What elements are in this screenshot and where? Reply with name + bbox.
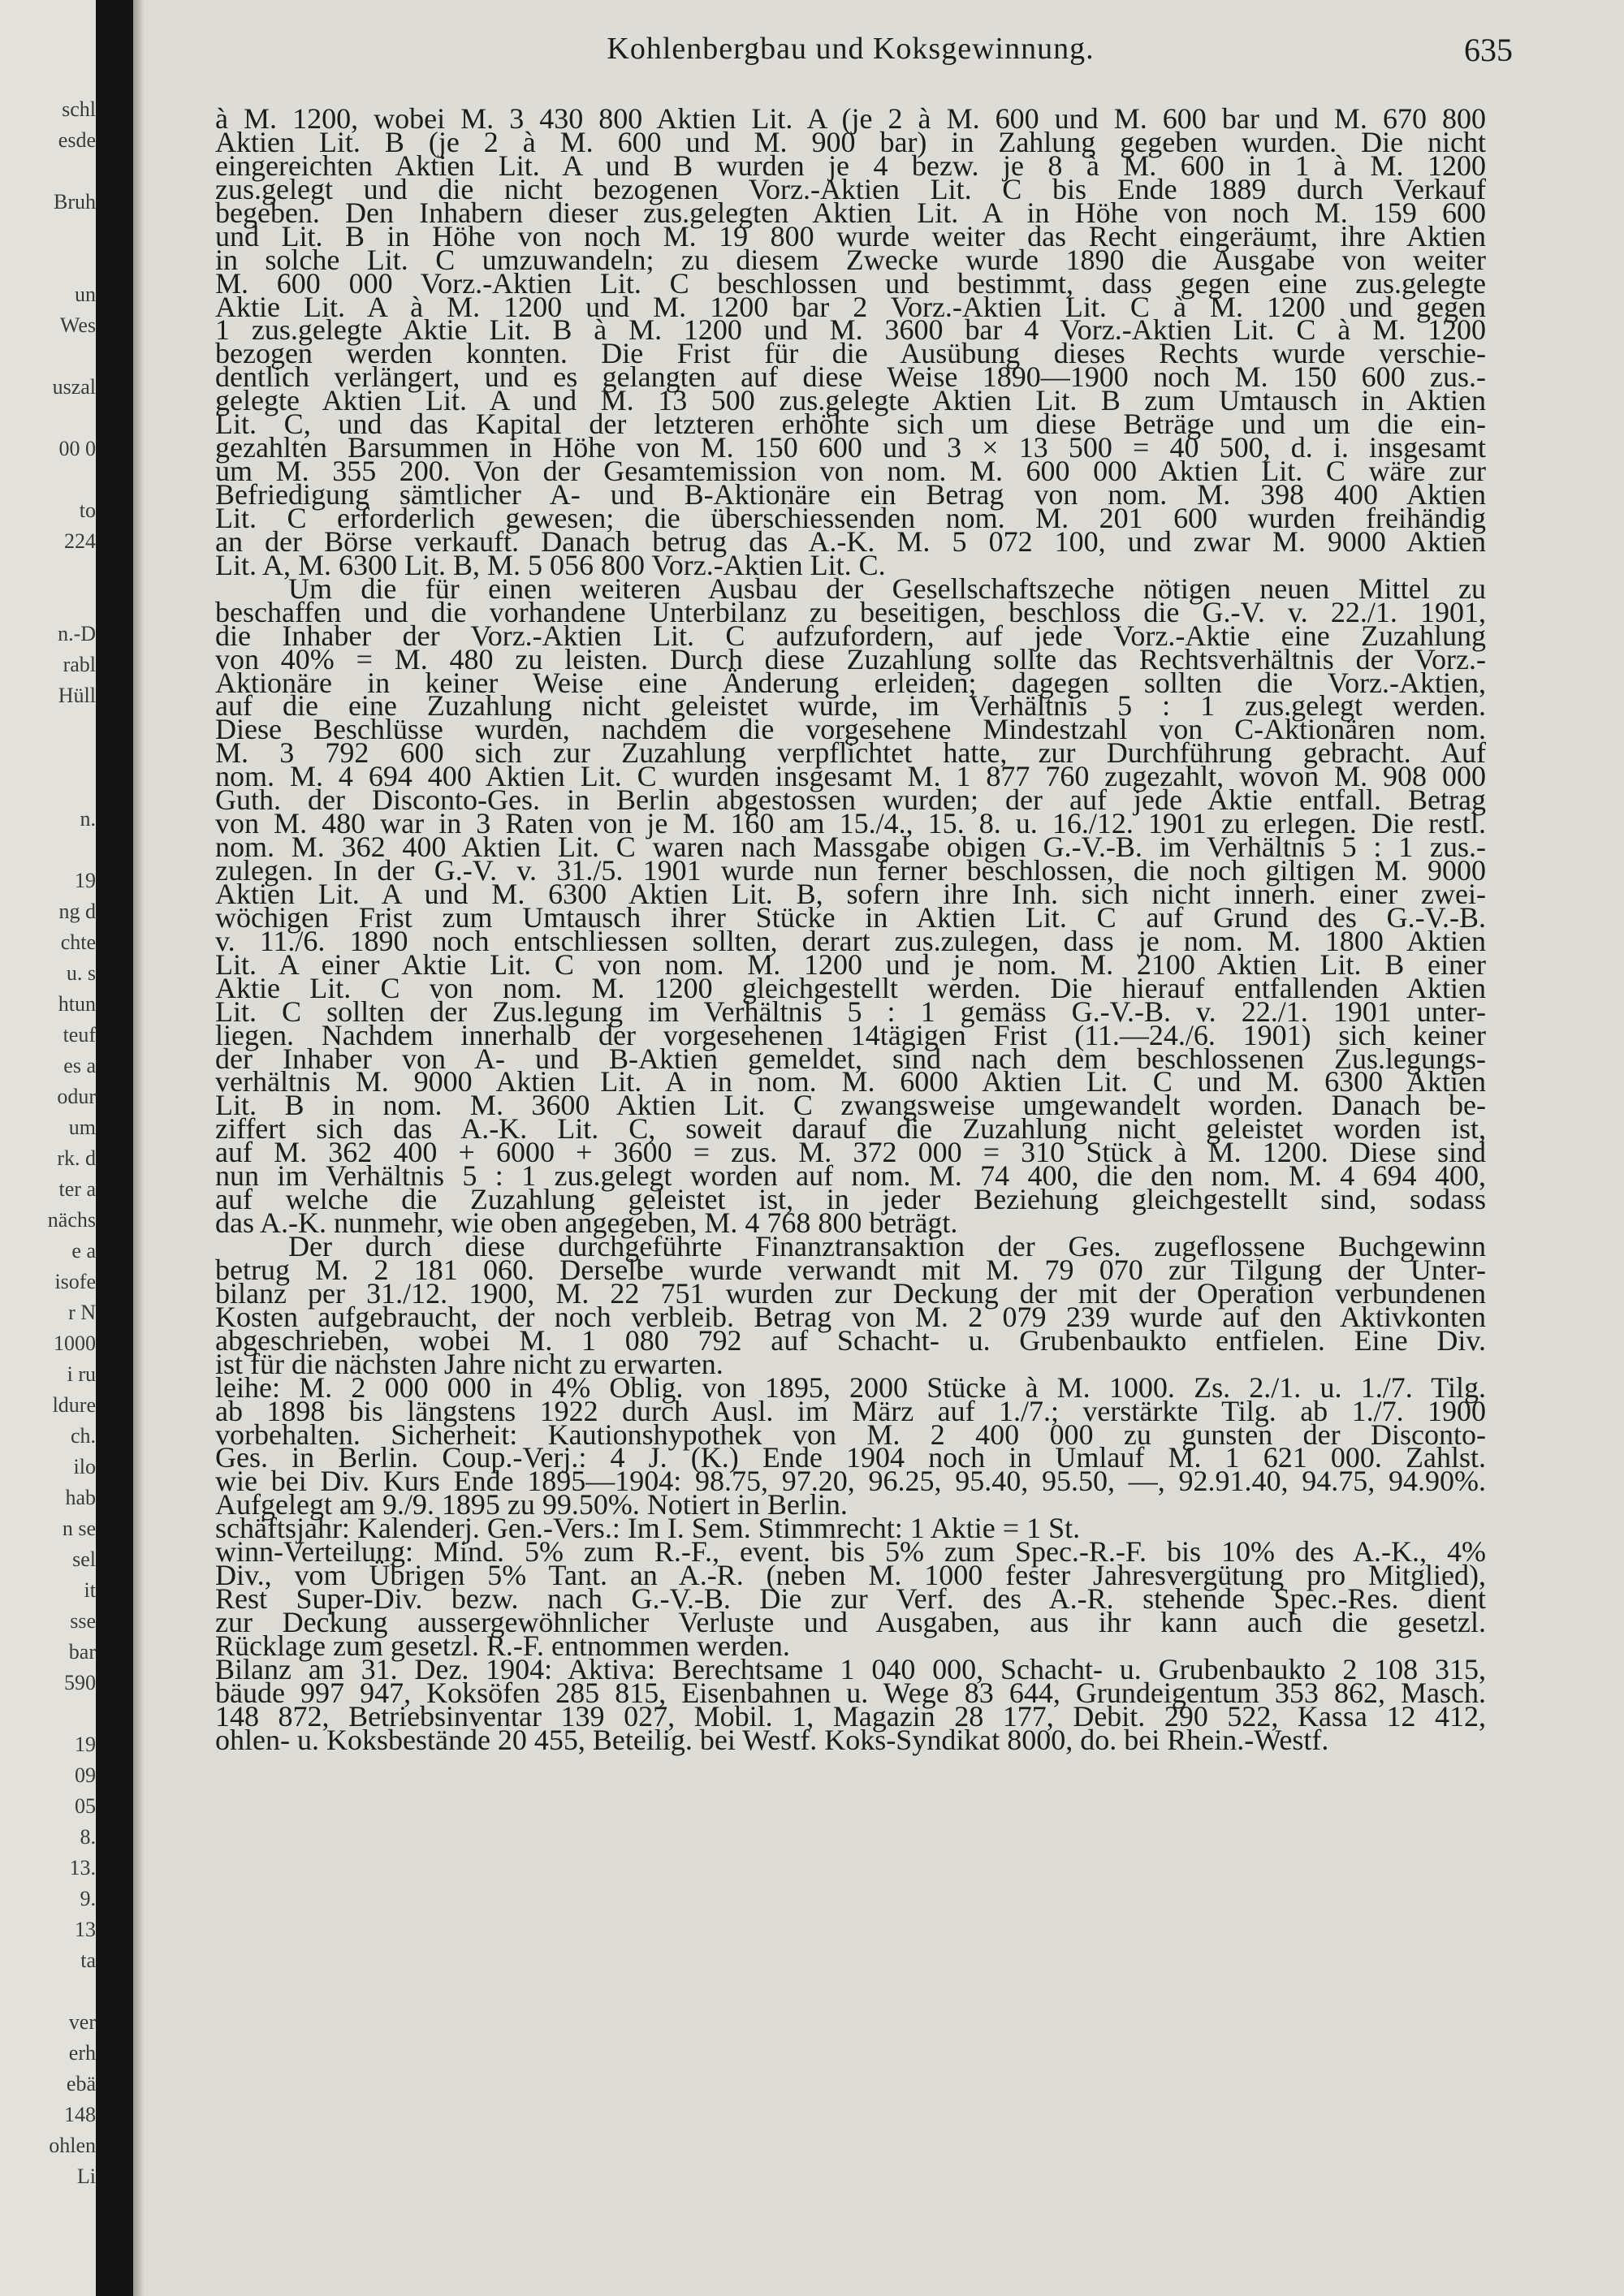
fragment-line: ta bbox=[80, 1949, 96, 1972]
text-line: nun im Verhältnis 5 : 1 zus.gelegt worden auf nom. M. 74 400, die den nom. M. 4 694 400, bbox=[215, 1159, 1486, 1193]
fragment-line: um bbox=[68, 1116, 96, 1139]
text-line: Lit. C sollten der Zus.legung im Verhältnis 5 : 1 gemäss G.-V.-B. v. 22./1. 1901 unter- bbox=[215, 995, 1486, 1028]
fragment-line: 19 bbox=[75, 1733, 96, 1756]
fragment-line: nächs bbox=[47, 1208, 96, 1232]
text-line: Lit. A einer Aktie Lit. C von nom. M. 1200 und je nom. M. 2100 Aktien Lit. B einer bbox=[215, 947, 1486, 981]
text-line: das A.-K. nunmehr, wie oben angegeben, M. 4 768 800 beträgt. bbox=[215, 1206, 958, 1240]
text-line: und Lit. B in Höhe von noch M. 19 800 wurde weiter das Recht eingeräumt, ihre Aktien bbox=[215, 219, 1486, 252]
text-line: zus.gelegt und die nicht bezogenen Vorz.-Aktien Lit. C bis Ende 1889 durch Verkauf bbox=[215, 172, 1486, 205]
fragment-line: ohlen bbox=[49, 2134, 96, 2157]
fragment-line: schl bbox=[62, 97, 96, 121]
fragment-line: chte bbox=[60, 930, 96, 954]
fragment-line: 13. bbox=[69, 1856, 96, 1880]
fragment-line: 8. bbox=[80, 1825, 96, 1849]
text-line: ohlen- u. Koksbestände 20 455, Beteilig. bei Westf. Koks-Syndikat 8000, do. bei Rhein.-Westf. bbox=[215, 1723, 1329, 1756]
running-title: Kohlenbergbau und Koksgewinnung. bbox=[607, 32, 1095, 66]
text-line: Aktie Lit. C von nom. M. 1200 gleichgestellt werden. Die hierauf entfallenden Aktien bbox=[215, 971, 1486, 1004]
text-line: Aktie Lit. A à M. 1200 und M. 1200 bar 2 Vorz.-Aktien Lit. C à M. 1200 und gegen bbox=[215, 290, 1486, 323]
text-line: wie bei Div. Kurs Ende 1895—1904: 98.75, 97.20, 96.25, 95.40, 95.50, —, 92.91.40, 94.75, 94.90%. bbox=[215, 1465, 1486, 1498]
fragment-line: r N bbox=[68, 1301, 96, 1324]
fragment-line: to bbox=[79, 498, 96, 522]
text-line: liegen. Nachdem innerhalb der vorgesehenen 14tägigen Frist (11.—24./6. 1901) sich keiner bbox=[215, 1018, 1486, 1051]
fragment-line: 590 bbox=[64, 1671, 96, 1694]
gutter-shadow bbox=[133, 0, 145, 2296]
text-line: winn-Verteilung: Mind. 5% zum R.-F., event. bis 5% zum Spec.-R.-F. bis 10% des A.-K., 4% bbox=[215, 1535, 1486, 1569]
fragment-line: n se bbox=[62, 1517, 96, 1540]
text-line: Bilanz am 31. Dez. 1904: Aktiva: Berechtsame 1 040 000, Schacht- u. Grubenbaukto 2 108 315, bbox=[215, 1652, 1486, 1685]
text-line: bäude 997 947, Koksöfen 285 815, Eisenbahnen u. Wege 83 644, Grundeigentum 353 862, Masch. bbox=[215, 1676, 1486, 1709]
fragment-line: 1000 bbox=[54, 1331, 96, 1355]
text-line: à M. 1200, wobei M. 3 430 800 Aktien Lit. A (je 2 à M. 600 und M. 600 bar und M. 670 800 bbox=[215, 102, 1486, 135]
text-line: die Inhaber der Vorz.-Aktien Lit. C aufzufordern, auf jede Vorz.-Aktie eine Zuzahlung bbox=[215, 619, 1486, 652]
text-line: dentlich verlängert, und es gelangten auf diese Weise 1890—1900 noch M. 150 600 zus.- bbox=[215, 360, 1486, 394]
fragment-line: n.-D bbox=[58, 622, 96, 645]
text-line: um M. 355 200. Von der Gesamtemission von nom. M. 600 000 Aktien Lit. C wäre zur bbox=[215, 455, 1486, 488]
fragment-line: Hüll bbox=[58, 684, 96, 707]
fragment-line: Bruh bbox=[54, 190, 96, 214]
fragment-line: Wes bbox=[59, 313, 96, 337]
text-line: schäftsjahr: Kalenderj. Gen.-Vers.: Im I. Sem. Stimmrecht: 1 Aktie = 1 St. bbox=[215, 1512, 1081, 1545]
text-line: in solche Lit. C umzuwandeln; zu diesem Zwecke wurde 1890 die Ausgabe von weiter bbox=[215, 243, 1486, 276]
fragment-line: esde bbox=[58, 128, 96, 152]
fragment-line: es a bbox=[63, 1054, 96, 1077]
fragment-line: sse bbox=[70, 1609, 96, 1633]
fragment-line: erh bbox=[68, 2041, 96, 2065]
text-line: Lit. C erforderlich gewesen; die überschiessenden nom. M. 201 600 wurden freihändig bbox=[215, 501, 1486, 534]
text-line: Lit. C, und das Kapital der letzteren erhöhte sich um diese Beträge und um die ein- bbox=[215, 408, 1486, 441]
page-number: 635 bbox=[1464, 32, 1513, 68]
fragment-line: ng d bbox=[58, 900, 96, 923]
text-line: Um die für einen weiteren Ausbau der Gesellschaftszeche nötigen neuen Mittel zu bbox=[288, 572, 1486, 605]
text-line: Aktien Lit. A und M. 6300 Aktien Lit. B, sofern ihre Inh. sich nicht innerh. einer zwei- bbox=[215, 877, 1486, 910]
text-line: Lit. A, M. 6300 Lit. B, M. 5 056 800 Vorz.-Aktien Lit. C. bbox=[215, 548, 886, 581]
text-line: ab 1898 bis längstens 1922 durch Ausl. im März auf 1./7.; verstärkte Tilg. ab 1./7. 1900 bbox=[215, 1394, 1486, 1427]
text-line: nom. M. 4 694 400 Aktien Lit. C wurden insgesamt M. 1 877 760 zugezahlt, wovon M. 908 000 bbox=[215, 760, 1486, 793]
text-line: beschaffen und die vorhandene Unterbilanz zu beseitigen, beschloss die G.-V. v. 22./1. 1901, bbox=[215, 595, 1486, 628]
text-line: Guth. der Disconto-Ges. in Berlin abgestossen wurden; der auf jede Aktie entfall. Betrag bbox=[215, 783, 1486, 817]
text-line: eingereichten Aktien Lit. A und B wurden je 4 bezw. je 8 à M. 600 in 1 à M. 1200 bbox=[215, 149, 1486, 182]
text-line: Rest Super-Div. bezw. nach G.-V.-B. Die zur Verf. des A.-R. stehende Spec.-Res. dient bbox=[215, 1582, 1486, 1616]
fragment-line: ch. bbox=[70, 1424, 96, 1448]
text-line: bezogen werden konnten. Die Frist für die Ausübung dieses Rechts wurde verschie- bbox=[215, 337, 1486, 370]
fragment-line: it bbox=[84, 1578, 96, 1602]
text-line: zulegen. In der G.-V. v. 31./5. 1901 wurde nun ferner beschlossen, die noch giltigen M. 9000 bbox=[215, 854, 1486, 887]
text-line: M. 600 000 Vorz.-Aktien Lit. C beschlossen und bestimmt, dass gegen eine zus.gelegte bbox=[215, 266, 1486, 300]
fragment-line: n. bbox=[80, 807, 96, 831]
text-line: Div., vom Übrigen 5% Tant. an A.-R. (neben M. 1000 fester Jahresvergütung pro Mitglied), bbox=[215, 1559, 1486, 1592]
fragment-line: ter a bbox=[58, 1177, 96, 1201]
text-line: Aktionäre in keiner Weise eine Änderung erleiden; dagegen sollten die Vorz.-Aktien, bbox=[215, 666, 1486, 699]
text-line: M. 3 792 600 sich zur Zuzahlung verpflichtet hatte, zur Durchführung gebracht. Auf bbox=[215, 736, 1486, 770]
fragment-line: i ru bbox=[67, 1362, 96, 1386]
text-line: Kosten aufgebraucht, der noch verbleib. Betrag von M. 2 079 239 wurde auf den Aktivkonten bbox=[215, 1300, 1486, 1333]
text-line: leihe: M. 2 000 000 in 4% Oblig. von 1895, 2000 Stücke à M. 1000. Zs. 2./1. u. 1./7. Tilg. bbox=[215, 1370, 1486, 1404]
running-head bbox=[215, 31, 1513, 78]
text-line: betrug M. 2 181 060. Derselbe wurde verwandt mit M. 79 070 zur Tilgung der Unter- bbox=[215, 1253, 1486, 1286]
text-line: 148 872, Betriebsinventar 139 027, Mobil. 1, Magazin 28 177, Debit. 290 522, Kassa 12 412, bbox=[215, 1699, 1486, 1733]
text-line: 1 zus.gelegte Aktie Lit. B à M. 1200 und M. 3600 bar 4 Vorz.-Aktien Lit. C à M. 1200 bbox=[215, 313, 1486, 347]
text-line: Diese Beschlüsse wurden, nachdem die vorgesehene Mindestzahl von C-Aktionären nom. bbox=[215, 713, 1486, 746]
fragment-line: htun bbox=[58, 992, 96, 1016]
book-binding-gutter bbox=[96, 0, 133, 2296]
text-line: Aufgelegt am 9./9. 1895 zu 99.50%. Notiert in Berlin. bbox=[215, 1488, 848, 1521]
text-line: gelegte Aktien Lit. A und M. 13 500 zus.gelegte Aktien Lit. B zum Umtausch in Aktien bbox=[215, 384, 1486, 417]
text-line: auf M. 362 400 + 6000 + 3600 = zus. M. 372 000 = 310 Stück à M. 1200. Diese sind bbox=[215, 1136, 1486, 1169]
fragment-line: 00 0 bbox=[58, 437, 96, 460]
text-line: auf welche die Zuzahlung geleistet ist, in jeder Beziehung gleichgestellt sind, sodass bbox=[215, 1183, 1486, 1216]
fragment-line: 13 bbox=[75, 1918, 96, 1941]
fragment-line: Li bbox=[76, 2164, 96, 2188]
fragment-line: 19 bbox=[75, 869, 96, 892]
fragment-line: u. s bbox=[66, 961, 96, 985]
text-line: ziffert sich das A.-K. Lit. C, soweit darauf die Zuzahlung nicht geleistet worden ist, bbox=[215, 1112, 1486, 1146]
text-line: verhältnis M. 9000 Aktien Lit. A in nom. M. 6000 Aktien Lit. C und M. 6300 Aktien bbox=[215, 1065, 1486, 1098]
fragment-line: rk. d bbox=[57, 1146, 96, 1170]
fragment-line: teuf bbox=[63, 1023, 96, 1047]
text-line: an der Börse verkauft. Danach betrug das A.-K. M. 5 072 100, und zwar M. 9000 Aktien bbox=[215, 524, 1486, 558]
text-line: nom. M. 362 400 Aktien Lit. C waren nach Massgabe obigen G.-V.-B. im Verhältnis 5 : 1 zus.- bbox=[215, 831, 1486, 864]
text-line: Der durch diese durchgeführte Finanztransaktion der Ges. zugeflossene Buchgewinn bbox=[288, 1230, 1486, 1262]
fragment-line: 148 bbox=[64, 2103, 96, 2126]
fragment-line: rabl bbox=[63, 653, 96, 676]
fragment-line: hab bbox=[65, 1486, 96, 1509]
text-line: auf die eine Zuzahlung nicht geleistet wurde, im Verhältnis 5 : 1 zus.gelegt werden. bbox=[215, 689, 1486, 723]
text-line: der Inhaber von A- und B-Aktien gemeldet, sind nach dem beschlossenen Zus.legungs- bbox=[215, 1042, 1486, 1075]
fragment-line: un bbox=[75, 283, 96, 306]
fragment-line: e a bbox=[71, 1239, 96, 1262]
body-text bbox=[215, 102, 1486, 1756]
text-line: zur Deckung aussergewöhnlicher Verluste und Ausgaben, aus ihr kann auch die gesetzl. bbox=[215, 1606, 1486, 1638]
fragment-line: bar bbox=[68, 1640, 96, 1664]
text-line: Aktien Lit. B (je 2 à M. 600 und M. 900 bar) in Zahlung gegeben wurden. Die nicht bbox=[215, 125, 1486, 158]
text-line: von 40% = M. 480 zu leisten. Durch diese Zuzahlung sollte das Rechtsverhältnis der Vorz.- bbox=[215, 642, 1486, 675]
text-line: vorbehalten. Sicherheit: Kautionshypothek von M. 2 400 000 zu gunsten der Disconto- bbox=[215, 1418, 1486, 1451]
text-line: gezahlten Barsummen in Höhe von M. 150 600 und 3 × 13 500 = 40 500, d. i. insgesamt bbox=[215, 431, 1486, 464]
fragment-line: 09 bbox=[75, 1763, 96, 1787]
text-line: begeben. Den Inhabern dieser zus.gelegten Aktien Lit. A in Höhe von noch M. 159 600 bbox=[215, 196, 1486, 229]
text-line: von M. 480 war in 3 Raten von je M. 160 am 15./4., 15. 8. u. 16./12. 1901 zu erlegen. Die restl. bbox=[215, 807, 1486, 840]
text-line: Befriedigung sämtlicher A- und B-Aktionäre ein Betrag von nom. M. 398 400 Aktien bbox=[215, 478, 1486, 511]
text-line: v. 11./6. 1890 noch entschliessen sollten, derart zus.zulegen, dass je nom. M. 1800 Aktien bbox=[215, 924, 1486, 957]
fragment-line: 05 bbox=[75, 1794, 96, 1818]
fragment-line: 224 bbox=[64, 529, 96, 553]
fragment-line: ver bbox=[68, 2010, 96, 2034]
adjacent-page-fragment bbox=[0, 0, 96, 2296]
text-line: Lit. B in nom. M. 3600 Aktien Lit. C zwangsweise umgewandelt worden. Danach be- bbox=[215, 1089, 1486, 1122]
text-line: bilanz per 31./12. 1900, M. 22 751 wurden zur Deckung der mit der Operation verbundenen bbox=[215, 1276, 1486, 1310]
text-line: Rücklage zum gesetzl. R.-F. entnommen werden. bbox=[215, 1629, 790, 1662]
fragment-line: sel bbox=[72, 1547, 96, 1571]
fragment-line: isofe bbox=[54, 1270, 96, 1293]
fragment-line: uszal bbox=[52, 375, 96, 399]
fragment-line: ldure bbox=[52, 1393, 96, 1417]
text-line: ist für die nächsten Jahre nicht zu erwarten. bbox=[215, 1347, 723, 1380]
fragment-line: odur bbox=[57, 1085, 96, 1108]
fragment-line: 9. bbox=[80, 1887, 96, 1910]
fragment-line: ebä bbox=[66, 2072, 96, 2095]
text-line: wöchigen Frist zum Umtausch ihrer Stücke in Aktien Lit. C auf Grund des G.-V.-B. bbox=[215, 900, 1486, 934]
fragment-line: ilo bbox=[73, 1455, 96, 1478]
text-line: abgeschrieben, wobei M. 1 080 792 auf Schacht- u. Grubenbaukto entfielen. Eine Div. bbox=[215, 1323, 1486, 1357]
text-line: Ges. in Berlin. Coup.-Verj.: 4 J. (K.) Ende 1904 noch in Umlauf M. 1 621 000. Zahlst. bbox=[215, 1441, 1486, 1474]
page-content bbox=[215, 31, 1513, 1756]
